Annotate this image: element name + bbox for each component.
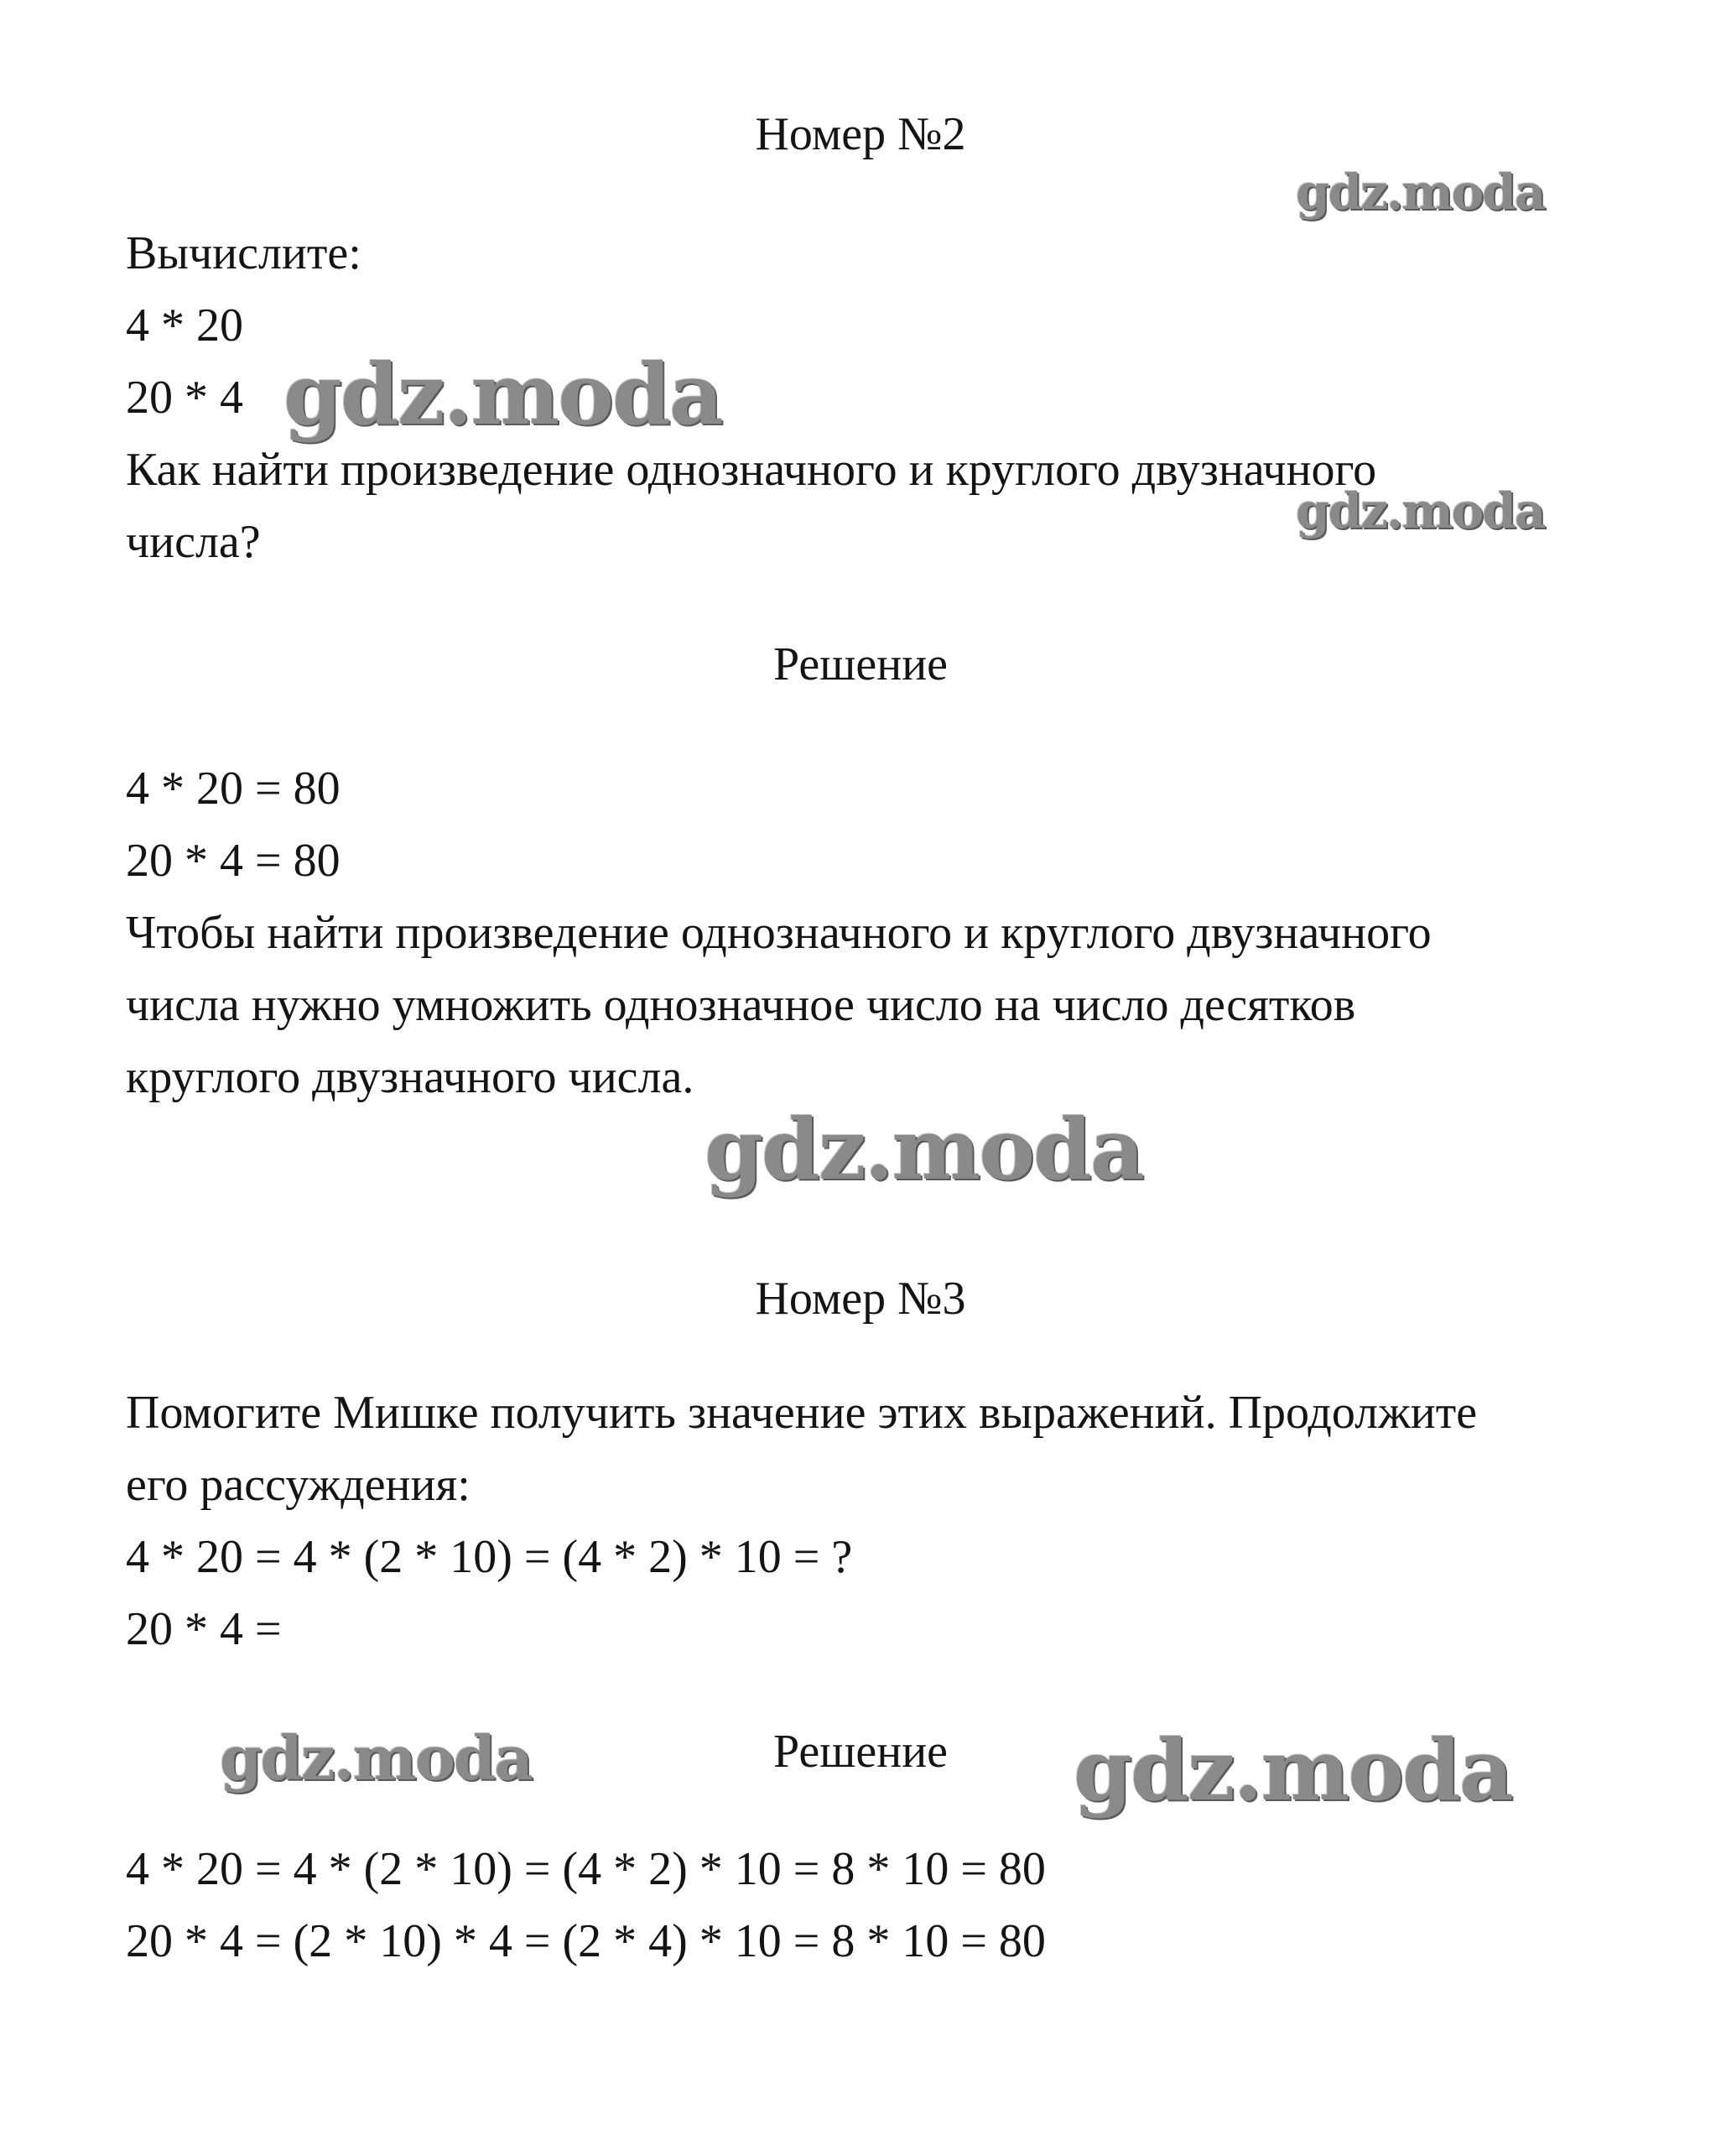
task2-expression-2: 20 * 4 (126, 372, 243, 424)
task3-expression-1: 4 * 20 = 4 * (2 * 10) = (4 * 2) * 10 = ? (126, 1531, 853, 1583)
watermark: gdz.moda (1296, 482, 1545, 539)
task3-heading: Номер №3 (755, 1273, 966, 1325)
task2-question-line-1: Как найти произведение однозначного и круглого двузначного (126, 444, 1377, 496)
task3-answer-2: 20 * 4 = (2 * 10) * 4 = (2 * 4) * 10 = 8 * 10 = 80 (126, 1915, 1046, 1967)
task3-solution-heading: Решение (772, 1726, 949, 1778)
task3-prompt-line-1: Помогите Мишке получить значение этих выражений. Продолжите (126, 1387, 1478, 1439)
task3-expression-2: 20 * 4 = (126, 1603, 282, 1655)
watermark: gdz.moda (220, 1722, 532, 1794)
task2-heading: Номер №2 (755, 108, 966, 160)
task2-answer-2: 20 * 4 = 80 (126, 835, 341, 887)
task2-explanation-line-1: Чтобы найти произведение однозначного и круглого двузначного (126, 907, 1432, 959)
task2-expression-1: 4 * 20 (126, 299, 243, 352)
watermark: gdz.moda (705, 1100, 1143, 1199)
task2-solution-heading: Решение (772, 638, 949, 690)
task2-explanation-line-2: числа нужно умножить однозначное число на число десятков (126, 979, 1356, 1031)
watermark: gdz.moda (1296, 164, 1545, 221)
task2-explanation-line-3: круглого двузначного числа. (126, 1051, 694, 1103)
watermark: gdz.moda (283, 345, 722, 444)
task3-prompt-line-2: его рассуждения: (126, 1459, 471, 1511)
task3-answer-1: 4 * 20 = 4 * (2 * 10) = (4 * 2) * 10 = 8 * 10 = 80 (126, 1843, 1046, 1895)
task2-answer-1: 4 * 20 = 80 (126, 763, 341, 815)
watermark: gdz.moda (1074, 1721, 1512, 1820)
task2-prompt: Вычислите: (126, 227, 361, 279)
task2-question-line-2: числа? (126, 516, 261, 568)
